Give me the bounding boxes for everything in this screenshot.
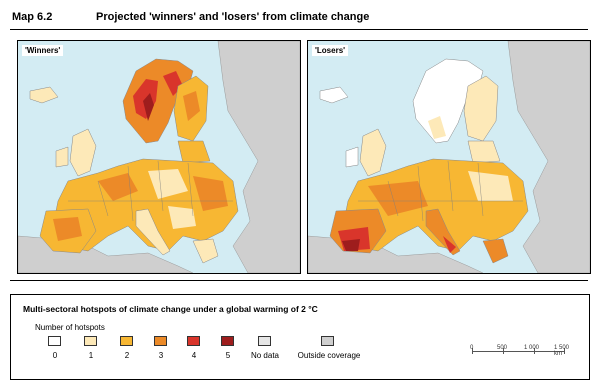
legend-subtitle: Number of hotspots — [35, 323, 105, 332]
legend-swatch-3 — [154, 336, 167, 346]
scale-label-500: 500 — [497, 345, 508, 351]
losers-map-panel — [307, 40, 591, 274]
legend-label-outside-coverage: Outside coverage — [297, 351, 361, 360]
section-rule — [10, 280, 588, 281]
legend-swatch-4 — [187, 336, 200, 346]
map-legend — [10, 294, 590, 380]
legend-label-4: 4 — [191, 351, 197, 360]
scale-bar — [466, 345, 576, 367]
winners-map — [18, 41, 300, 273]
legend-label-1: 1 — [88, 351, 94, 360]
winners-label: 'Winners' — [22, 45, 63, 56]
scale-label-0: 0 — [470, 345, 474, 351]
losers-label: 'Losers' — [312, 45, 348, 56]
map-title: Projected 'winners' and 'losers' from climate change — [96, 11, 370, 23]
legend-label-2: 2 — [124, 351, 130, 360]
legend-label-0: 0 — [52, 351, 58, 360]
losers-map — [308, 41, 590, 273]
legend-label-3: 3 — [158, 351, 164, 360]
legend-swatch-outside-coverage — [321, 336, 334, 346]
legend-swatch-2 — [120, 336, 133, 346]
scale-bar-line — [472, 351, 564, 352]
legend-label-5: 5 — [225, 351, 231, 360]
legend-swatch-0 — [48, 336, 61, 346]
winners-map-panel — [17, 40, 301, 274]
legend-swatch-no-data — [258, 336, 271, 346]
map-header — [10, 6, 588, 30]
map-number: Map 6.2 — [12, 11, 53, 23]
scale-label-1000: 1 000 — [524, 345, 540, 351]
header-rule — [10, 29, 588, 30]
legend-label-no-data: No data — [250, 351, 280, 360]
legend-swatch-5 — [221, 336, 234, 346]
legend-swatch-1 — [84, 336, 97, 346]
scale-label-1500: 1 500 km — [554, 345, 570, 357]
legend-title: Multi-sectoral hotspots of climate change under a global warming of 2 °C — [23, 304, 318, 314]
